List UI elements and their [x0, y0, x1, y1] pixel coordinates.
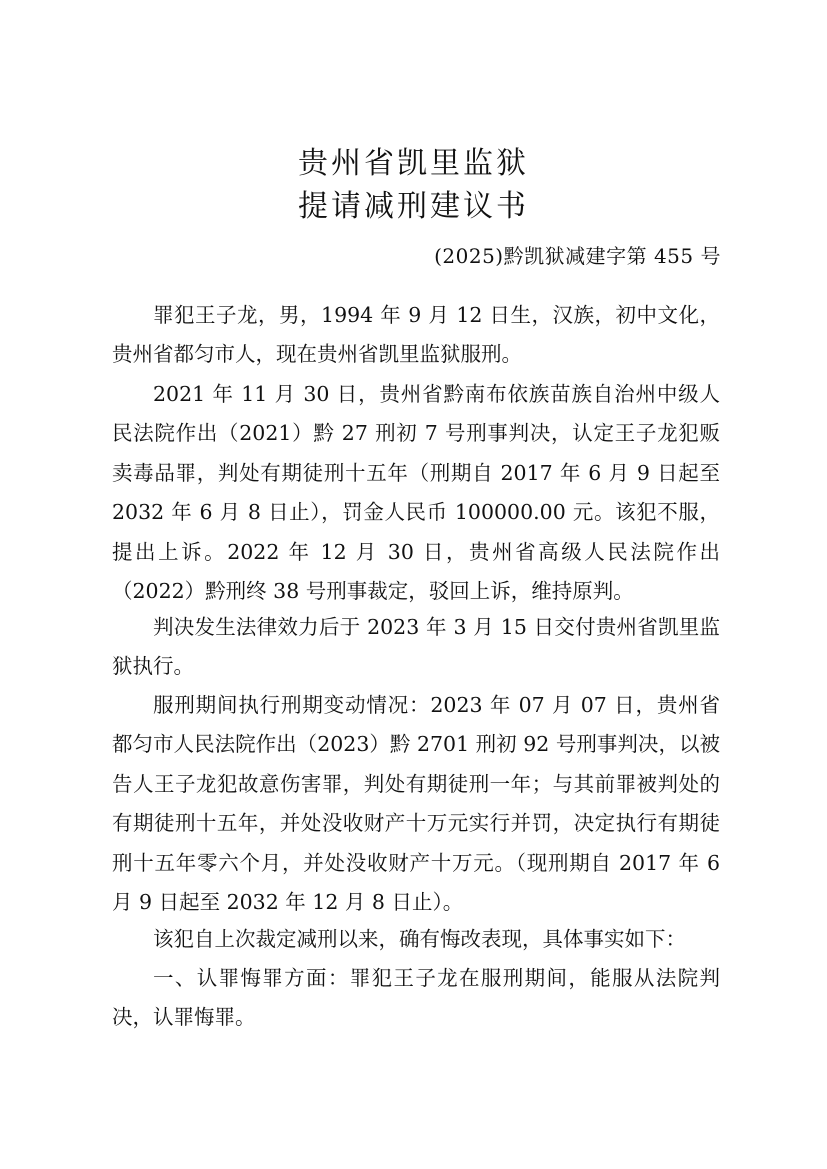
paragraph-execution-start: 判决发生法律效力后于 2023 年 3 月 15 日交付贵州省凯里监狱执行。: [112, 615, 720, 679]
paragraph-sentence-change: 服刑期间执行刑期变动情况：2023 年 07 月 07 日，贵州省都匀市人民法院作出（2023）黔 2701 刑初 92 号刑事判决，以被告人王子龙犯故意伤害罪，判处有期徒刑一年；与其前罪被判处的有期徒刑十五年，并处没收财产十万元实行并罚，决定执行有期徒刑十五年零六个月，并处没收财产十万元。（现刑期自 2017 年 6 月 9 日起至 2032 年 12 月 8 日止）。: [112, 693, 720, 915]
paragraph-section-one: 一、认罪悔罪方面：罪犯王子龙在服刑期间，能服从法院判决，认罪悔罪。: [112, 966, 720, 1030]
document-title-line2: 提请减刑建议书: [298, 189, 529, 224]
document-number: (2025)黔凯狱减建字第 455 号: [434, 244, 721, 268]
paragraph-repentance-intro: 该犯自上次裁定减刑以来，确有悔改表现，具体事实如下：: [153, 927, 686, 951]
paragraph-original-sentence: 2021 年 11 月 30 日，贵州省黔南布依族苗族自治州中级人民法院作出（2021）黔 27 刑初 7 号刑事判决，认定王子龙犯贩卖毒品罪，判处有期徒刑十五年（刑期自 2017 年 6 月 9 日起至 2032 年 6 月 8 日止），罚金人民币 100000.00 元。该犯不服，提出上诉。2022 年 12 月 30 日，贵州省高级人民法院作出（2022）黔刑终 38 号刑事裁定，驳回上诉，维持原判。: [112, 382, 720, 604]
document-title-line1: 贵州省凯里监狱: [298, 146, 529, 181]
paragraph-prisoner-info: 罪犯王子龙，男，1994 年 9 月 12 日生，汉族，初中文化，贵州省都匀市人，现在贵州省凯里监狱服刑。: [112, 303, 720, 367]
